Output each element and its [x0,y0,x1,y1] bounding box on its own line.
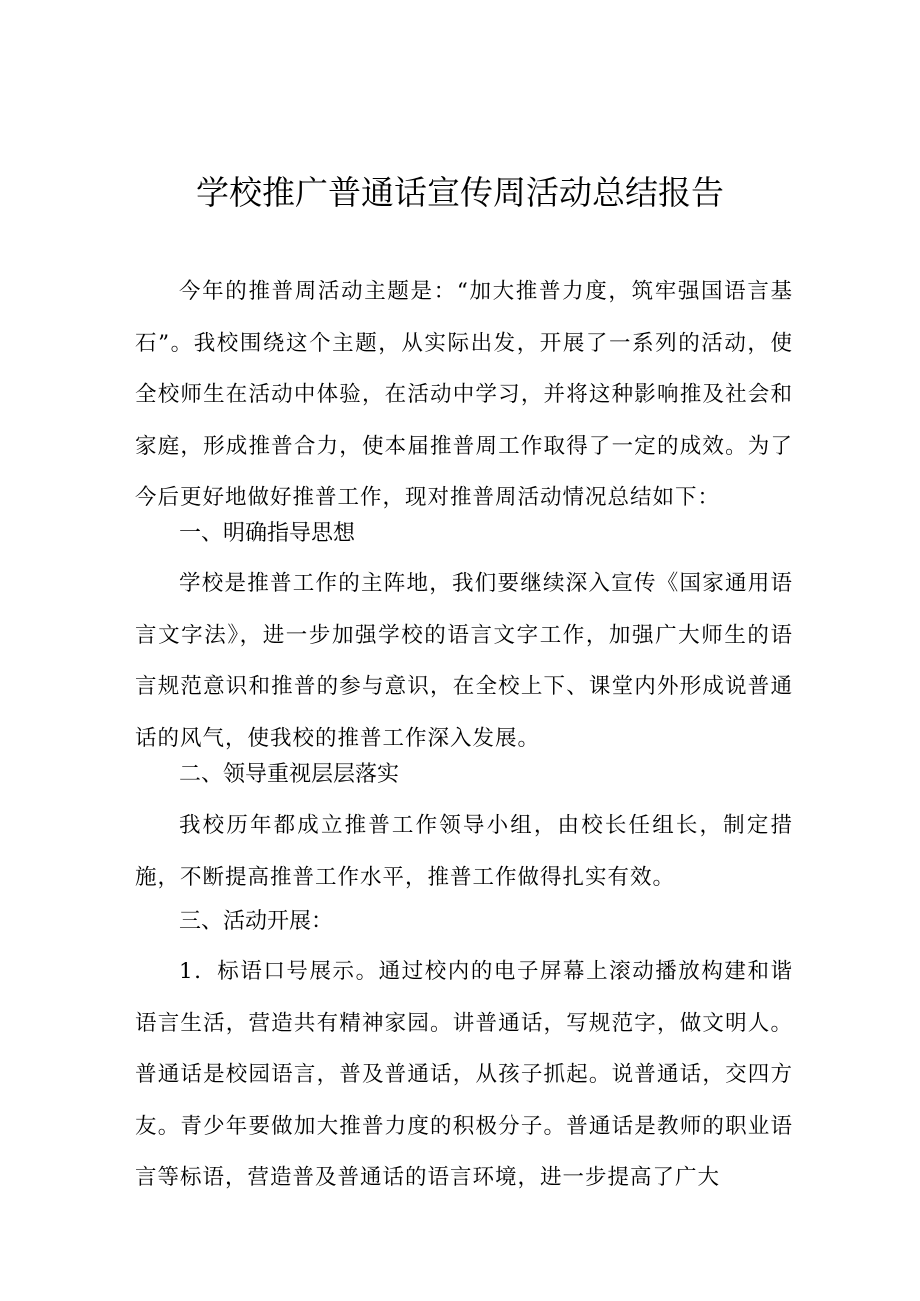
section-heading-guiding-thought: 一、明确指导思想 [179,521,356,546]
section-paragraph-guiding-thought: 学校是推普工作的主阵地，我们要继续深入宣传《国家通用语言文字法》，进一步加强学校的语言文字工作，加强广大师生的语言规范意识和推普的参与意识，在全校上下、课堂内外形成说普通话的风气，使我校的推普工作深入发展。 [135,571,793,751]
section-heading-leadership: 二、领导重视层层落实 [179,762,400,787]
document-title: 学校推广普通话宣传周活动总结报告 [196,173,724,212]
section-paragraph-leadership: 我校历年都成立推普工作领导小组，由校长任组长，制定措施，不断提高推普工作水平，推普工作做得扎实有效。 [135,813,793,890]
section-paragraph-activities: 1．标语口号展示。通过校内的电子屏幕上滚动播放构建和谐语言生活，营造共有精神家园。讲普通话，写规范字，做文明人。普通话是校园语言，普及普通话，从孩子抓起。说普通话，交四方友。青少年要做加大推普力度的积极分子。普通话是教师的职业语言等标语，营造普及普通话的语言环境，进一步提高了广大 [135,959,793,1190]
intro-paragraph: 今年的推普周活动主题是：“加大推普力度，筑牢强国语言基石”。我校围绕这个主题，从实际出发，开展了一系列的活动，使全校师生在活动中体验，在活动中学习，并将这种影响推及社会和家庭，形成推普合力，使本届推普周工作取得了一定的成效。为了今后更好地做好推普工作，现对推普周活动情况总结如下： [135,279,793,510]
section-heading-activities: 三、活动开展： [179,909,334,934]
